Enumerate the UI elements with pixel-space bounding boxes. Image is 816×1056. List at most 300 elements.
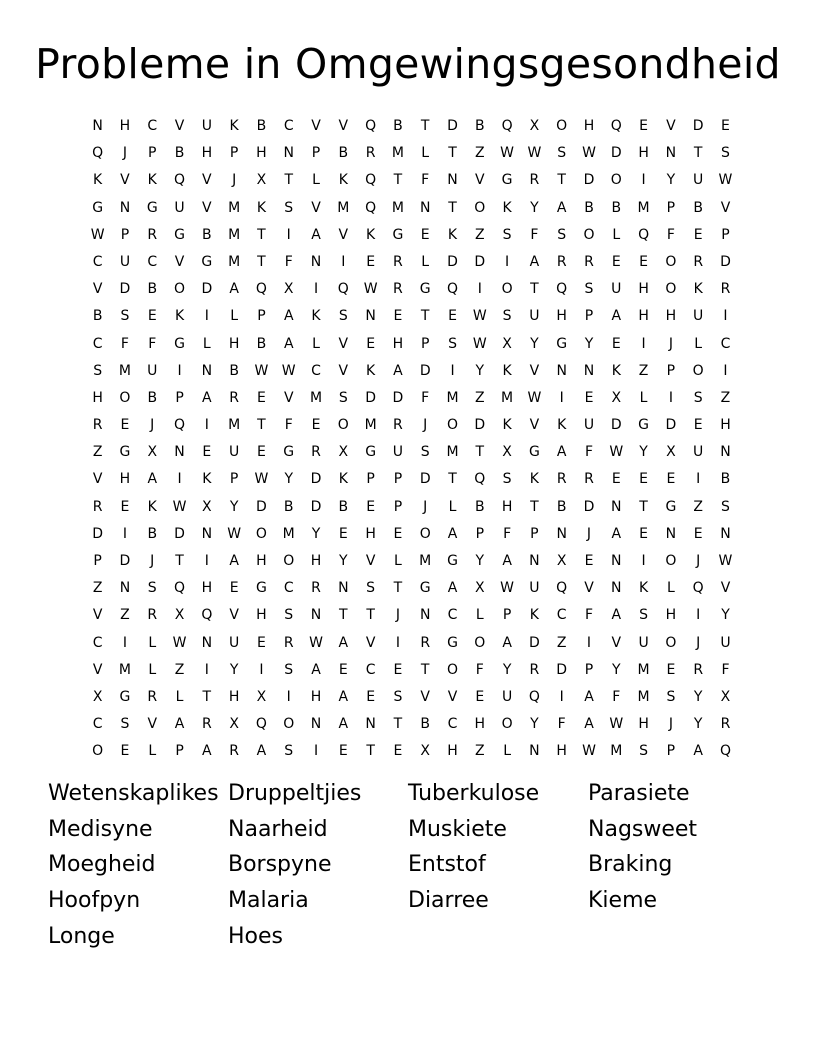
grid-letter[interactable]: V (92, 661, 103, 678)
grid-letter[interactable]: A (174, 716, 185, 733)
grid-letter[interactable]: A (529, 253, 540, 270)
grid-letter[interactable]: C (147, 118, 158, 134)
grid-letter[interactable]: Q (638, 226, 650, 243)
grid-letter[interactable]: U (529, 308, 540, 325)
grid-letter[interactable]: U (229, 634, 240, 651)
grid-letter[interactable]: N (283, 145, 294, 162)
grid-letter[interactable]: E (611, 471, 621, 488)
grid-letter[interactable]: M (282, 525, 295, 542)
grid-letter[interactable]: V (311, 199, 321, 216)
grid-letter[interactable]: C (147, 253, 158, 270)
grid-letter[interactable]: W (582, 743, 596, 760)
grid-letter[interactable]: H (228, 688, 240, 705)
grid-letter[interactable]: V (338, 118, 349, 134)
grid-letter[interactable]: E (366, 498, 376, 515)
grid-letter[interactable]: W (718, 553, 733, 569)
grid-letter[interactable]: U (583, 417, 595, 434)
grid-letter[interactable]: P (257, 308, 266, 325)
grid-letter[interactable]: I (341, 253, 346, 270)
grid-letter[interactable]: M (228, 253, 241, 270)
grid-letter[interactable]: V (720, 199, 731, 216)
grid-letter[interactable]: Q (365, 118, 377, 134)
grid-letter[interactable]: P (393, 471, 403, 488)
grid-letter[interactable]: Y (339, 553, 348, 569)
grid-letter[interactable]: Q (255, 716, 267, 733)
grid-letter[interactable]: I (177, 471, 182, 488)
grid-letter[interactable]: U (201, 118, 212, 134)
grid-letter[interactable]: I (450, 362, 455, 379)
grid-letter[interactable]: E (584, 553, 594, 569)
grid-letter[interactable]: S (120, 308, 130, 325)
grid-letter[interactable]: G (119, 444, 131, 461)
grid-letter[interactable]: P (502, 607, 512, 624)
grid-letter[interactable]: E (257, 389, 266, 406)
grid-letter[interactable]: L (639, 389, 648, 406)
grid-letter[interactable]: H (665, 308, 677, 325)
grid-letter[interactable]: H (556, 743, 567, 760)
grid-letter[interactable]: O (446, 661, 459, 678)
grid-letter[interactable]: S (366, 580, 376, 597)
grid-letter[interactable]: M (391, 199, 404, 216)
grid-letter[interactable]: N (611, 553, 622, 569)
grid-letter[interactable]: R (311, 444, 321, 461)
grid-letter[interactable]: R (147, 226, 158, 243)
grid-letter[interactable]: N (310, 607, 322, 624)
grid-letter[interactable]: J (122, 145, 128, 162)
grid-letter[interactable]: I (477, 281, 482, 298)
grid-letter[interactable]: K (338, 172, 348, 189)
grid-letter[interactable]: E (147, 308, 157, 325)
grid-letter[interactable]: G (528, 444, 540, 461)
grid-letter[interactable]: E (257, 634, 266, 651)
grid-letter[interactable]: S (284, 199, 294, 216)
grid-letter[interactable]: V (529, 362, 540, 379)
grid-letter[interactable]: G (392, 226, 404, 243)
grid-letter[interactable]: P (584, 661, 594, 678)
grid-letter[interactable]: N (583, 362, 595, 379)
grid-letter[interactable]: H (665, 607, 677, 624)
grid-letter[interactable]: F (421, 389, 430, 406)
grid-letter[interactable]: O (474, 634, 486, 651)
grid-letter[interactable]: I (723, 308, 728, 325)
grid-letter[interactable]: A (611, 525, 622, 542)
grid-letter[interactable]: F (148, 335, 157, 352)
grid-letter[interactable]: Q (92, 145, 104, 162)
grid-letter[interactable]: W (172, 498, 187, 515)
grid-letter[interactable]: R (556, 471, 567, 488)
grid-letter[interactable]: V (174, 118, 185, 134)
grid-letter[interactable]: Y (229, 661, 239, 678)
grid-letter[interactable]: C (720, 335, 731, 352)
grid-letter[interactable]: H (256, 553, 267, 569)
grid-letter[interactable]: E (584, 389, 594, 406)
grid-letter[interactable]: H (228, 335, 240, 352)
grid-letter[interactable]: H (583, 118, 595, 134)
grid-letter[interactable]: Z (475, 145, 485, 162)
grid-letter[interactable]: Y (530, 199, 539, 216)
grid-letter[interactable]: E (420, 226, 430, 243)
grid-letter[interactable]: V (720, 580, 731, 597)
grid-letter[interactable]: P (393, 498, 403, 515)
grid-letter[interactable]: A (229, 553, 239, 569)
grid-letter[interactable]: R (393, 417, 403, 434)
grid-letter[interactable]: P (530, 525, 539, 542)
grid-letter[interactable]: Q (365, 172, 377, 189)
grid-letter[interactable]: X (256, 688, 267, 705)
grid-letter[interactable]: X (174, 607, 185, 624)
grid-letter[interactable]: H (638, 308, 649, 325)
grid-letter[interactable]: N (611, 498, 622, 515)
grid-letter[interactable]: L (394, 553, 402, 569)
grid-letter[interactable]: W (309, 634, 323, 651)
grid-letter[interactable]: O (665, 634, 677, 651)
grid-letter[interactable]: R (229, 743, 239, 760)
grid-letter[interactable]: L (312, 172, 320, 189)
grid-letter[interactable]: P (584, 308, 594, 325)
grid-letter[interactable]: H (256, 607, 267, 624)
grid-letter[interactable]: I (313, 743, 319, 760)
grid-letter[interactable]: P (175, 389, 184, 406)
grid-letter[interactable]: N (119, 199, 131, 216)
grid-letter[interactable]: O (474, 199, 486, 216)
grid-letter[interactable]: H (119, 471, 131, 488)
grid-letter[interactable]: X (283, 281, 294, 298)
grid-letter[interactable]: N (201, 362, 213, 379)
grid-letter[interactable]: Z (92, 580, 103, 597)
grid-letter[interactable]: V (202, 172, 212, 189)
grid-letter[interactable]: Z (638, 362, 649, 379)
grid-letter[interactable]: X (338, 444, 349, 461)
grid-letter[interactable]: A (338, 634, 349, 651)
grid-letter[interactable]: T (639, 498, 648, 515)
grid-letter[interactable]: X (529, 118, 540, 134)
grid-letter[interactable]: J (150, 553, 155, 569)
grid-letter[interactable]: R (556, 253, 567, 270)
grid-letter[interactable]: W (227, 525, 242, 542)
grid-letter[interactable]: L (475, 607, 484, 624)
grid-letter[interactable]: M (419, 553, 432, 569)
grid-letter[interactable]: L (694, 335, 703, 352)
grid-letter[interactable]: C (365, 661, 376, 678)
grid-letter[interactable]: V (365, 634, 376, 651)
grid-letter[interactable]: R (393, 281, 403, 298)
grid-letter[interactable]: T (366, 743, 375, 760)
grid-letter[interactable]: Y (530, 716, 539, 733)
grid-letter[interactable]: W (527, 145, 542, 162)
grid-letter[interactable]: F (421, 172, 430, 189)
grid-letter[interactable]: F (475, 661, 484, 678)
grid-letter[interactable]: Y (530, 335, 539, 352)
grid-letter[interactable]: P (229, 145, 239, 162)
grid-letter[interactable]: O (283, 716, 295, 733)
grid-letter[interactable]: B (720, 471, 731, 488)
grid-letter[interactable]: R (229, 389, 239, 406)
grid-letter[interactable]: W (718, 172, 733, 189)
grid-letter[interactable]: F (584, 444, 594, 461)
grid-letter[interactable]: L (175, 688, 184, 705)
grid-letter[interactable]: H (447, 743, 458, 760)
grid-letter[interactable]: Y (584, 335, 594, 352)
grid-letter[interactable]: V (229, 607, 239, 624)
grid-letter[interactable]: X (720, 688, 731, 705)
grid-letter[interactable]: N (556, 525, 567, 542)
grid-letter[interactable]: R (720, 716, 731, 733)
grid-letter[interactable]: R (365, 145, 376, 162)
grid-letter[interactable]: L (448, 498, 457, 515)
grid-letter[interactable]: E (721, 118, 730, 134)
grid-letter[interactable]: M (337, 199, 350, 216)
grid-letter[interactable]: Q (692, 580, 704, 597)
grid-letter[interactable]: X (475, 580, 485, 597)
grid-letter[interactable]: I (122, 525, 128, 542)
grid-letter[interactable]: Y (666, 172, 676, 189)
grid-letter[interactable]: H (638, 145, 649, 162)
grid-letter[interactable]: N (419, 607, 431, 624)
grid-letter[interactable]: V (92, 471, 103, 488)
grid-letter[interactable]: W (363, 281, 378, 298)
grid-letter[interactable]: W (609, 716, 624, 733)
grid-letter[interactable]: E (120, 498, 130, 515)
grid-letter[interactable]: N (365, 716, 376, 733)
grid-letter[interactable]: E (120, 417, 130, 434)
grid-letter[interactable]: O (665, 253, 677, 270)
grid-letter[interactable]: B (475, 498, 485, 515)
grid-letter[interactable]: N (338, 580, 349, 597)
grid-letter[interactable]: E (229, 580, 239, 597)
grid-letter[interactable]: A (311, 226, 321, 243)
grid-letter[interactable]: K (174, 308, 185, 325)
grid-letter[interactable]: M (446, 444, 459, 461)
grid-letter[interactable]: H (638, 716, 649, 733)
grid-letter[interactable]: F (120, 335, 129, 352)
grid-letter[interactable]: H (201, 145, 213, 162)
grid-letter[interactable]: V (338, 335, 349, 352)
grid-letter[interactable]: Z (475, 743, 485, 760)
grid-letter[interactable]: G (174, 335, 185, 352)
grid-letter[interactable]: F (666, 226, 675, 243)
grid-letter[interactable]: D (256, 498, 267, 515)
grid-letter[interactable]: X (556, 553, 567, 569)
grid-letter[interactable]: I (641, 172, 646, 189)
grid-letter[interactable]: C (92, 335, 103, 352)
grid-letter[interactable]: L (666, 580, 675, 597)
grid-letter[interactable]: K (366, 362, 376, 379)
grid-letter[interactable]: G (419, 281, 431, 298)
grid-letter[interactable]: A (147, 471, 158, 488)
grid-letter[interactable]: N (529, 743, 540, 760)
grid-letter[interactable]: I (286, 226, 291, 243)
grid-letter[interactable]: V (611, 634, 622, 651)
grid-letter[interactable]: B (338, 145, 349, 162)
grid-letter[interactable]: N (365, 308, 376, 325)
grid-letter[interactable]: J (423, 498, 428, 515)
grid-letter[interactable]: A (611, 308, 622, 325)
grid-letter[interactable]: T (339, 607, 348, 624)
letter-grid[interactable] (84, 113, 739, 766)
grid-letter[interactable]: S (666, 688, 676, 705)
grid-letter[interactable]: B (147, 281, 158, 298)
grid-letter[interactable]: C (283, 580, 294, 597)
grid-letter[interactable]: W (90, 226, 105, 243)
grid-letter[interactable]: W (582, 145, 596, 162)
grid-letter[interactable]: D (474, 417, 486, 434)
grid-letter[interactable]: D (174, 525, 185, 542)
grid-letter[interactable]: I (641, 335, 646, 352)
grid-letter[interactable]: E (393, 308, 403, 325)
grid-letter[interactable]: P (420, 335, 430, 352)
grid-letter[interactable]: D (447, 253, 458, 270)
grid-letter[interactable]: W (472, 335, 487, 352)
grid-letter[interactable]: A (611, 607, 622, 624)
grid-letter[interactable]: A (447, 525, 458, 542)
grid-letter[interactable]: T (257, 417, 266, 434)
grid-letter[interactable]: Q (201, 607, 213, 624)
grid-letter[interactable]: D (392, 389, 404, 406)
grid-letter[interactable]: A (283, 308, 294, 325)
grid-letter[interactable]: M (637, 661, 650, 678)
grid-letter[interactable]: M (228, 226, 241, 243)
grid-letter[interactable]: P (666, 743, 676, 760)
grid-letter[interactable]: A (584, 688, 594, 705)
grid-letter[interactable]: M (364, 417, 377, 434)
grid-letter[interactable]: V (202, 199, 212, 216)
grid-letter[interactable]: L (230, 308, 239, 325)
grid-letter[interactable]: P (366, 471, 375, 488)
grid-letter[interactable]: V (529, 417, 540, 434)
grid-letter[interactable]: N (665, 525, 677, 542)
grid-letter[interactable]: K (638, 580, 649, 597)
grid-letter[interactable]: C (92, 253, 103, 270)
grid-letter[interactable]: D (310, 498, 322, 515)
grid-letter[interactable]: I (696, 607, 701, 624)
grid-letter[interactable]: X (666, 444, 676, 461)
grid-letter[interactable]: K (529, 471, 539, 488)
grid-letter[interactable]: B (147, 525, 158, 542)
grid-letter[interactable]: N (447, 172, 458, 189)
grid-letter[interactable]: E (611, 253, 621, 270)
grid-letter[interactable]: Z (693, 498, 703, 515)
grid-letter[interactable]: Q (446, 281, 459, 298)
grid-letter[interactable]: Q (528, 688, 540, 705)
grid-letter[interactable]: N (310, 253, 322, 270)
grid-letter[interactable]: V (92, 607, 103, 624)
grid-letter[interactable]: A (393, 362, 403, 379)
grid-letter[interactable]: F (284, 417, 293, 434)
grid-letter[interactable]: N (529, 553, 540, 569)
grid-letter[interactable]: E (393, 525, 403, 542)
grid-letter[interactable]: S (284, 607, 294, 624)
grid-letter[interactable]: P (175, 743, 184, 760)
grid-letter[interactable]: O (255, 525, 267, 542)
grid-letter[interactable]: M (637, 688, 650, 705)
grid-letter[interactable]: L (312, 335, 320, 352)
grid-letter[interactable]: K (611, 362, 621, 379)
grid-letter[interactable]: O (119, 389, 131, 406)
grid-letter[interactable]: R (584, 471, 594, 488)
grid-letter[interactable]: M (501, 389, 514, 406)
grid-letter[interactable]: U (693, 308, 704, 325)
grid-letter[interactable]: C (283, 118, 294, 134)
grid-letter[interactable]: W (172, 634, 187, 651)
grid-letter[interactable]: B (693, 199, 703, 216)
grid-letter[interactable]: V (475, 172, 485, 189)
grid-letter[interactable]: R (584, 253, 594, 270)
grid-letter[interactable]: E (666, 471, 676, 488)
grid-letter[interactable]: G (665, 498, 677, 515)
grid-letter[interactable]: E (666, 661, 676, 678)
grid-letter[interactable]: E (693, 525, 703, 542)
grid-letter[interactable]: U (693, 172, 704, 189)
grid-letter[interactable]: V (666, 118, 676, 134)
grid-letter[interactable]: L (148, 634, 157, 651)
grid-letter[interactable]: Q (174, 172, 186, 189)
grid-letter[interactable]: V (365, 553, 376, 569)
grid-letter[interactable]: E (338, 525, 348, 542)
grid-letter[interactable]: J (150, 417, 155, 434)
grid-letter[interactable]: R (283, 634, 294, 651)
grid-letter[interactable]: N (720, 525, 731, 542)
grid-letter[interactable]: T (448, 199, 457, 216)
grid-letter[interactable]: K (502, 417, 512, 434)
grid-letter[interactable]: I (559, 688, 564, 705)
grid-letter[interactable]: P (311, 145, 321, 162)
grid-letter[interactable]: V (447, 688, 458, 705)
grid-letter[interactable]: V (338, 362, 349, 379)
grid-letter[interactable]: U (638, 634, 649, 651)
grid-letter[interactable]: N (174, 444, 185, 461)
grid-letter[interactable]: A (556, 199, 567, 216)
grid-letter[interactable]: S (448, 335, 457, 352)
grid-letter[interactable]: D (365, 389, 376, 406)
grid-letter[interactable]: R (311, 580, 321, 597)
grid-letter[interactable]: T (693, 145, 703, 162)
grid-letter[interactable]: V (338, 226, 349, 243)
grid-letter[interactable]: E (611, 335, 621, 352)
grid-letter[interactable]: R (201, 716, 212, 733)
grid-letter[interactable]: B (256, 118, 267, 134)
grid-letter[interactable]: S (338, 389, 348, 406)
grid-letter[interactable]: S (338, 308, 348, 325)
grid-letter[interactable]: O (92, 743, 104, 760)
grid-letter[interactable]: T (448, 145, 457, 162)
grid-letter[interactable]: I (696, 471, 701, 488)
grid-letter[interactable]: T (393, 716, 403, 733)
grid-letter[interactable]: A (338, 688, 349, 705)
grid-letter[interactable]: U (501, 688, 513, 705)
grid-letter[interactable]: Y (612, 661, 621, 678)
grid-letter[interactable]: H (556, 308, 567, 325)
grid-letter[interactable]: Q (501, 118, 513, 134)
grid-letter[interactable]: F (284, 253, 293, 270)
grid-letter[interactable]: S (120, 716, 130, 733)
grid-letter[interactable]: X (147, 444, 158, 461)
grid-letter[interactable]: T (393, 172, 403, 189)
grid-letter[interactable]: I (641, 553, 646, 569)
grid-letter[interactable]: A (693, 743, 703, 760)
grid-letter[interactable]: I (586, 634, 592, 651)
grid-letter[interactable]: M (637, 199, 650, 216)
grid-letter[interactable]: J (668, 335, 673, 352)
grid-letter[interactable]: A (502, 553, 512, 569)
grid-letter[interactable]: Y (502, 661, 512, 678)
grid-letter[interactable]: O (337, 417, 349, 434)
grid-letter[interactable]: L (202, 335, 211, 352)
grid-letter[interactable]: Q (174, 580, 186, 597)
grid-letter[interactable]: L (421, 253, 430, 270)
grid-letter[interactable]: F (612, 688, 621, 705)
grid-letter[interactable]: Z (475, 226, 485, 243)
grid-letter[interactable]: W (527, 389, 542, 406)
